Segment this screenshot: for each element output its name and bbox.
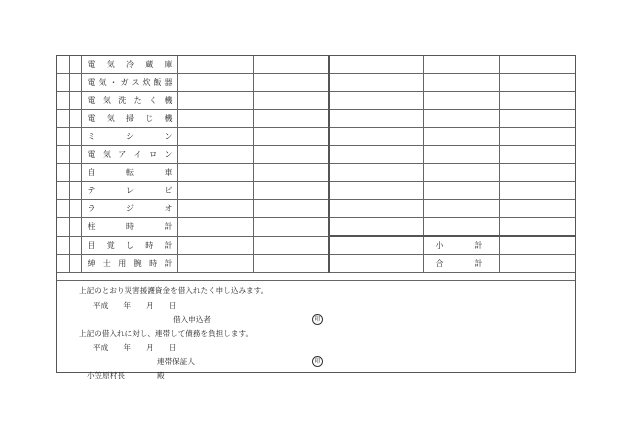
table-row: [57, 236, 575, 255]
margin-cell: [69, 255, 81, 273]
input-cell[interactable]: [253, 200, 329, 218]
margin-cell: [57, 236, 69, 255]
table-row: [57, 74, 575, 92]
applicant-label: 借入申込者: [173, 315, 211, 324]
item-name-cell: [81, 236, 177, 255]
input-cell[interactable]: [177, 74, 253, 92]
margin-cell: [57, 110, 69, 128]
input-cell[interactable]: [423, 182, 499, 200]
input-cell[interactable]: [499, 218, 575, 237]
table-row: [57, 200, 575, 218]
item-name: 電 気 冷 蔵 庫: [87, 60, 173, 69]
input-cell[interactable]: [499, 236, 575, 255]
input-cell[interactable]: [329, 164, 423, 182]
margin-cell: [69, 74, 81, 92]
input-cell[interactable]: [177, 56, 253, 74]
input-cell[interactable]: [423, 146, 499, 164]
input-cell[interactable]: [253, 218, 329, 237]
total-label: 合 計: [435, 259, 483, 268]
input-cell[interactable]: [329, 110, 423, 128]
input-cell[interactable]: [329, 236, 423, 255]
input-cell[interactable]: [423, 128, 499, 146]
input-cell[interactable]: [177, 92, 253, 110]
input-cell[interactable]: [329, 74, 423, 92]
margin-cell: [69, 218, 81, 237]
input-cell[interactable]: [329, 128, 423, 146]
input-cell[interactable]: [423, 200, 499, 218]
item-name: 電 気 洗 た く 機: [87, 96, 173, 105]
item-name-cell: [81, 128, 177, 146]
input-cell[interactable]: [329, 92, 423, 110]
item-name: 紳 士 用 腕 時 計: [87, 259, 173, 268]
margin-cell: [69, 164, 81, 182]
input-cell[interactable]: [329, 200, 423, 218]
date-line-1: 平成 年 月 日: [93, 301, 177, 310]
margin-cell: [57, 218, 69, 237]
input-cell[interactable]: [177, 182, 253, 200]
seal-mark-icon: 印: [312, 314, 323, 325]
margin-cell: [69, 146, 81, 164]
margin-cell: [69, 92, 81, 110]
input-cell[interactable]: [177, 200, 253, 218]
margin-cell: [69, 128, 81, 146]
item-name-cell: [81, 200, 177, 218]
input-cell[interactable]: [423, 74, 499, 92]
item-name-cell: [81, 56, 177, 74]
input-cell[interactable]: [253, 182, 329, 200]
input-cell[interactable]: [253, 146, 329, 164]
input-cell[interactable]: [177, 255, 253, 273]
table-row: [57, 56, 575, 74]
item-name: 柱 時 計: [87, 222, 173, 232]
margin-cell: [57, 164, 69, 182]
item-name: テ レ ビ: [87, 186, 173, 195]
date-line-2: 平成 年 月 日: [93, 343, 177, 352]
item-name-cell: [81, 164, 177, 182]
input-cell[interactable]: [499, 128, 575, 146]
subtotal-label-cell: [423, 236, 499, 255]
input-cell[interactable]: [329, 56, 423, 74]
honorific: 殿: [157, 371, 165, 380]
item-name-cell: [81, 146, 177, 164]
input-cell[interactable]: [177, 128, 253, 146]
total-label-cell: [423, 255, 499, 273]
input-cell[interactable]: [253, 92, 329, 110]
application-sentence: 上記のとおり災害援護資金を借入れたく申し込みます。: [79, 286, 269, 295]
item-name: 電 気 ア イ ロ ン: [87, 150, 173, 159]
input-cell[interactable]: [423, 164, 499, 182]
item-name: 電 気 ・ ガ ス 炊 飯 器: [87, 78, 173, 87]
margin-cell: [57, 92, 69, 110]
input-cell[interactable]: [329, 218, 423, 237]
table-row: [57, 110, 575, 128]
table-row: [57, 218, 575, 237]
input-cell[interactable]: [177, 236, 253, 255]
input-cell[interactable]: [329, 255, 423, 273]
table-row: [57, 164, 575, 182]
application-form: [56, 55, 576, 380]
addressee: 小笠原村長: [87, 371, 125, 380]
input-cell[interactable]: [177, 146, 253, 164]
table-row: [57, 182, 575, 200]
input-cell[interactable]: [253, 56, 329, 74]
input-cell[interactable]: [177, 218, 253, 237]
input-cell[interactable]: [253, 128, 329, 146]
input-cell[interactable]: [253, 236, 329, 255]
item-name-cell: [81, 92, 177, 110]
table-row: [57, 92, 575, 110]
input-cell[interactable]: [499, 92, 575, 110]
item-name-cell: [81, 110, 177, 128]
item-name: ラ ジ オ: [87, 204, 173, 213]
margin-cell: [57, 182, 69, 200]
table-row: [57, 128, 575, 146]
margin-cell: [69, 200, 81, 218]
input-cell[interactable]: [423, 110, 499, 128]
input-cell[interactable]: [499, 200, 575, 218]
input-cell[interactable]: [423, 56, 499, 74]
input-cell[interactable]: [253, 255, 329, 273]
input-cell[interactable]: [423, 218, 499, 237]
input-cell[interactable]: [253, 164, 329, 182]
input-cell[interactable]: [423, 92, 499, 110]
table-row: [57, 146, 575, 164]
guarantor-label: 連帯保証人: [157, 357, 195, 366]
input-cell[interactable]: [499, 164, 575, 182]
item-name: 自 転 車: [87, 168, 173, 177]
seal-mark-icon: 印: [312, 356, 323, 367]
input-cell[interactable]: [329, 146, 423, 164]
input-cell[interactable]: [499, 56, 575, 74]
margin-cell: [69, 56, 81, 74]
item-name: 目 覚 し 時 計: [87, 240, 173, 250]
item-name-cell: [81, 182, 177, 200]
margin-cell: [57, 74, 69, 92]
margin-cell: [57, 255, 69, 273]
guarantee-sentence: 上記の借入れに対し、連帯して債務を負担します。: [79, 329, 254, 338]
margin-cell: [69, 182, 81, 200]
margin-cell: [57, 146, 69, 164]
subtotal-label: 小 計: [435, 241, 483, 250]
item-name-cell: [81, 218, 177, 237]
margin-cell: [57, 128, 69, 146]
item-name-cell: [81, 255, 177, 273]
margin-cell: [57, 200, 69, 218]
margin-cell: [57, 56, 69, 74]
item-name: ミ シ ン: [87, 132, 173, 141]
input-cell[interactable]: [177, 110, 253, 128]
input-cell[interactable]: [329, 182, 423, 200]
item-name-cell: [81, 74, 177, 92]
property-table: [57, 56, 575, 273]
form-footer: [57, 280, 575, 380]
table-row: [57, 255, 575, 273]
input-cell[interactable]: [253, 74, 329, 92]
input-cell[interactable]: [499, 74, 575, 92]
input-cell[interactable]: [253, 110, 329, 128]
margin-cell: [69, 236, 81, 255]
input-cell[interactable]: [499, 110, 575, 128]
input-cell[interactable]: [177, 164, 253, 182]
item-name: 電 気 掃 じ 機: [87, 114, 173, 123]
input-cell[interactable]: [499, 255, 575, 273]
input-cell[interactable]: [499, 182, 575, 200]
margin-cell: [69, 110, 81, 128]
input-cell[interactable]: [499, 146, 575, 164]
